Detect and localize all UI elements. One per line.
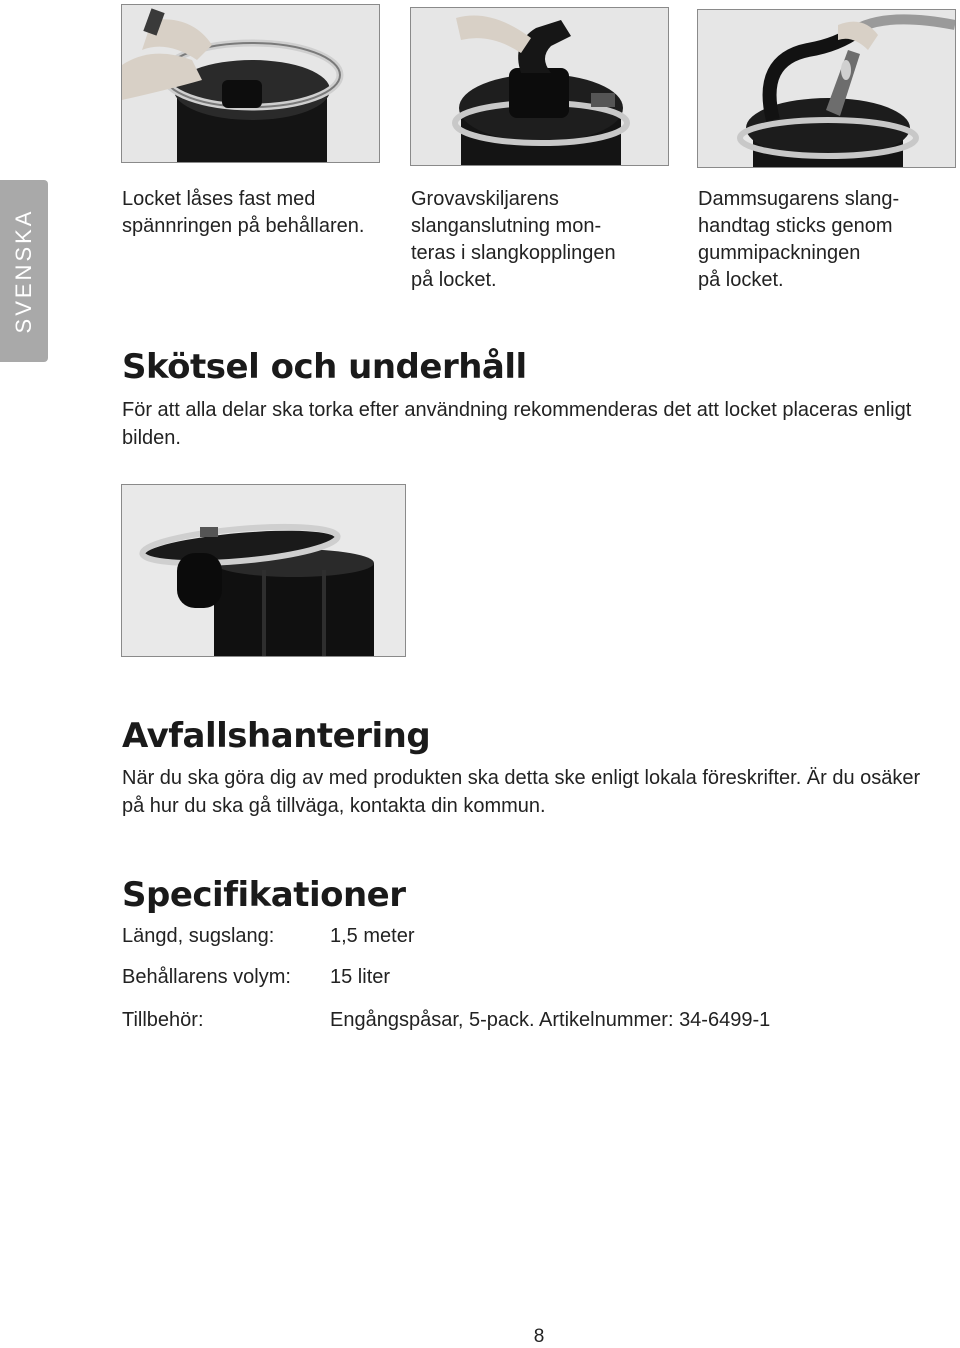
language-tab-label: SVENSKA <box>11 208 36 334</box>
section-body-care: För att alla delar ska torka efter användning rekommenderas det att locket placeras enligt bilden. <box>122 399 912 449</box>
caption-lid-clamp: Locket låses fast med spännringen på behållaren. <box>122 188 365 237</box>
photo-lid-drying <box>121 484 406 657</box>
section-title-care: Skötsel och underhåll <box>122 347 527 387</box>
photo-hose-coupling <box>410 7 669 166</box>
spec-value: Engångspåsar, 5-pack. Artikelnummer: 34-6499-1 <box>330 1009 771 1031</box>
section-title-waste: Avfallshantering <box>122 716 431 756</box>
photo-lid-clamp-ring <box>121 4 380 163</box>
spec-label: Behållarens volym: <box>122 966 291 988</box>
spec-value: 1,5 meter <box>330 925 415 947</box>
language-tab <box>0 180 48 362</box>
section-body-waste: När du ska göra dig av med produkten ska detta ske enligt lokala föreskrifter. Är du osäker på hur du ska gå tillväga, kontakta din kommun. <box>122 767 921 817</box>
section-title-spec: Specifikationer <box>122 875 406 915</box>
spec-value: 15 liter <box>330 966 391 988</box>
spec-label: Tillbehör: <box>122 1009 204 1031</box>
caption-vacuum-handle: Dammsugarens slang- handtag sticks genom gummipackningen på locket. <box>698 188 900 291</box>
photo-vacuum-handle <box>697 9 956 168</box>
spec-label: Längd, sugslang: <box>122 925 275 947</box>
page-number: 8 <box>533 1326 545 1347</box>
caption-hose-coupling: Grovavskiljarens slanganslutning mon- teras i slangkopplingen på locket. <box>411 188 616 291</box>
